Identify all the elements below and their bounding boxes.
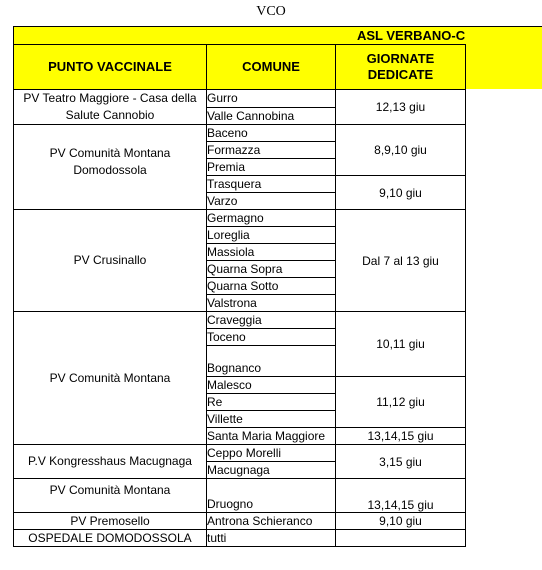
cell-comune: Gurro bbox=[207, 90, 336, 108]
punto-line2: Domodossola bbox=[73, 163, 147, 177]
cell-giornate bbox=[336, 530, 466, 547]
table-row bbox=[14, 90, 466, 108]
cell-comune: Malesco bbox=[207, 377, 336, 394]
cell-comune: Massiola bbox=[207, 244, 336, 261]
cell-comune: Loreglia bbox=[207, 227, 336, 244]
asl-banner bbox=[13, 26, 542, 44]
cell-punto-vaccinale: PV Premosello bbox=[14, 513, 207, 530]
cell-giornate: 10,11 giu bbox=[336, 312, 466, 377]
cell-comune: Valstrona bbox=[207, 295, 336, 312]
table-row bbox=[14, 479, 466, 513]
header-fill bbox=[465, 44, 542, 89]
cell-punto-vaccinale bbox=[14, 90, 207, 125]
cell-giornate: 3,15 giu bbox=[336, 445, 466, 479]
cell-comune: Bognanco bbox=[207, 346, 336, 377]
table-row bbox=[14, 210, 466, 227]
cell-comune: Premia bbox=[207, 159, 336, 176]
cell-comune: Macugnaga bbox=[207, 462, 336, 479]
cell-giornate: 9,10 giu bbox=[336, 513, 466, 530]
header-giornate-line1: GIORNATE bbox=[366, 51, 435, 66]
table-row bbox=[14, 513, 466, 530]
cell-comune: Druogno bbox=[207, 479, 336, 513]
header-comune: COMUNE bbox=[207, 45, 336, 90]
cell-punto-vaccinale: PV Crusinallo bbox=[14, 210, 207, 312]
cell-comune: Antrona Schieranco bbox=[207, 513, 336, 530]
cell-giornate: 11,12 giu bbox=[336, 377, 466, 428]
table-row bbox=[14, 312, 466, 329]
cell-punto-vaccinale: PV Comunità Montana bbox=[14, 479, 207, 513]
cell-comune: Valle Cannobina bbox=[207, 107, 336, 125]
table-row bbox=[14, 445, 466, 462]
cell-giornate: 8,9,10 giu bbox=[336, 125, 466, 176]
vaccination-table bbox=[13, 44, 466, 547]
cell-comune: Trasquera bbox=[207, 176, 336, 193]
punto-line1: PV Comunità Montana bbox=[49, 146, 171, 160]
cell-punto-vaccinale: OSPEDALE DOMODOSSOLA bbox=[14, 530, 207, 547]
punto-line1: PV Teatro Maggiore - Casa della bbox=[23, 91, 197, 105]
table-row bbox=[14, 530, 466, 547]
header-punto-vaccinale: PUNTO VACCINALE bbox=[14, 45, 207, 90]
cell-comune: Germagno bbox=[207, 210, 336, 227]
cell-comune: Formazza bbox=[207, 142, 336, 159]
header-giornate-line2: DEDICATE bbox=[367, 67, 434, 82]
cell-comune: Re bbox=[207, 394, 336, 411]
cell-comune: Varzo bbox=[207, 193, 336, 210]
cell-giornate: 12,13 giu bbox=[336, 90, 466, 125]
header-giornate-dedicate bbox=[336, 45, 466, 90]
cell-comune: Santa Maria Maggiore bbox=[207, 428, 336, 445]
cell-punto-vaccinale: P.V Kongresshaus Macugnaga bbox=[14, 445, 207, 479]
cell-giornate: 13,14,15 giu bbox=[336, 428, 466, 445]
cell-comune: Quarna Sotto bbox=[207, 278, 336, 295]
cell-comune: Quarna Sopra bbox=[207, 261, 336, 278]
table-header-row bbox=[14, 45, 466, 90]
cell-punto-vaccinale bbox=[14, 125, 207, 210]
table-row bbox=[14, 125, 466, 142]
asl-banner-text: ASL VERBANO-C bbox=[357, 28, 466, 43]
cell-comune: Toceno bbox=[207, 329, 336, 346]
page-title: VCO bbox=[256, 4, 286, 19]
punto-line2: Salute Cannobio bbox=[65, 108, 155, 122]
cell-comune: Ceppo Morelli bbox=[207, 445, 336, 462]
cell-giornate: 9,10 giu bbox=[336, 176, 466, 210]
cell-giornate: Dal 7 al 13 giu bbox=[336, 210, 466, 312]
cell-comune: Craveggia bbox=[207, 312, 336, 329]
cell-comune: Villette bbox=[207, 411, 336, 428]
cell-punto-vaccinale: PV Comunità Montana bbox=[14, 312, 207, 445]
cell-comune: Baceno bbox=[207, 125, 336, 142]
cell-giornate: 13,14,15 giu bbox=[336, 479, 466, 513]
cell-comune: tutti bbox=[207, 530, 336, 547]
